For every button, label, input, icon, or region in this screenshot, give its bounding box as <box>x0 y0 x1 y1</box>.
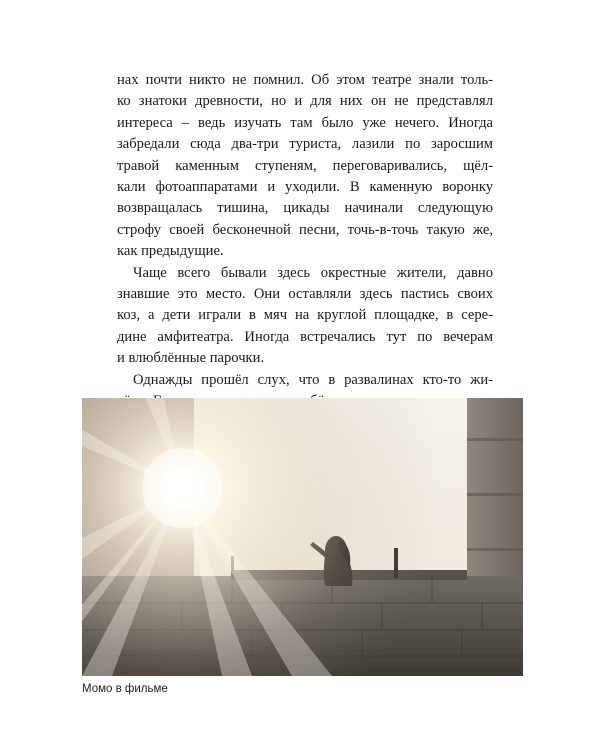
text-line: коз, а дети играли в мяч на круглой площадке, в сере- <box>117 307 493 324</box>
text-line: как предыдущие. <box>117 243 224 260</box>
text-line: кали фотоаппаратами и уходили. В каменную воронку <box>117 179 493 196</box>
text-line: возвращалась тишина, цикады начинали следующую <box>117 200 493 217</box>
text-line: знавшие это место. Они оставляли здесь пастись своих <box>117 286 493 303</box>
text-line: и влюблённые парочки. <box>117 350 265 367</box>
text-line: интереса – ведь изучать там было уже нечего. Иногда <box>117 114 493 131</box>
photo-caption: Момо в фильме <box>82 683 168 695</box>
text-line: ко знатоки древности, но и для них он не представлял <box>117 93 493 110</box>
text-line: забредали сюда два-три туриста, лазили по заросшим <box>117 136 493 153</box>
film-still-photo <box>82 398 523 676</box>
text-line: травой каменным ступеням, переговаривались, щёл- <box>117 157 493 174</box>
photo-illustration <box>82 398 523 676</box>
text-line: дине амфитеатра. Иногда встречались тут по вечерам <box>117 328 493 345</box>
text-line: Однажды прошёл слух, что в развалинах кто-то жи- <box>133 371 493 388</box>
text-line: нах почти никто не помнил. Об этом театре знали толь- <box>117 72 493 88</box>
text-line: Чаще всего бывали здесь окрестные жители, давно <box>133 264 493 281</box>
text-line: строфу своей бесконечной песни, точь-в-точь такую же, <box>117 221 493 238</box>
